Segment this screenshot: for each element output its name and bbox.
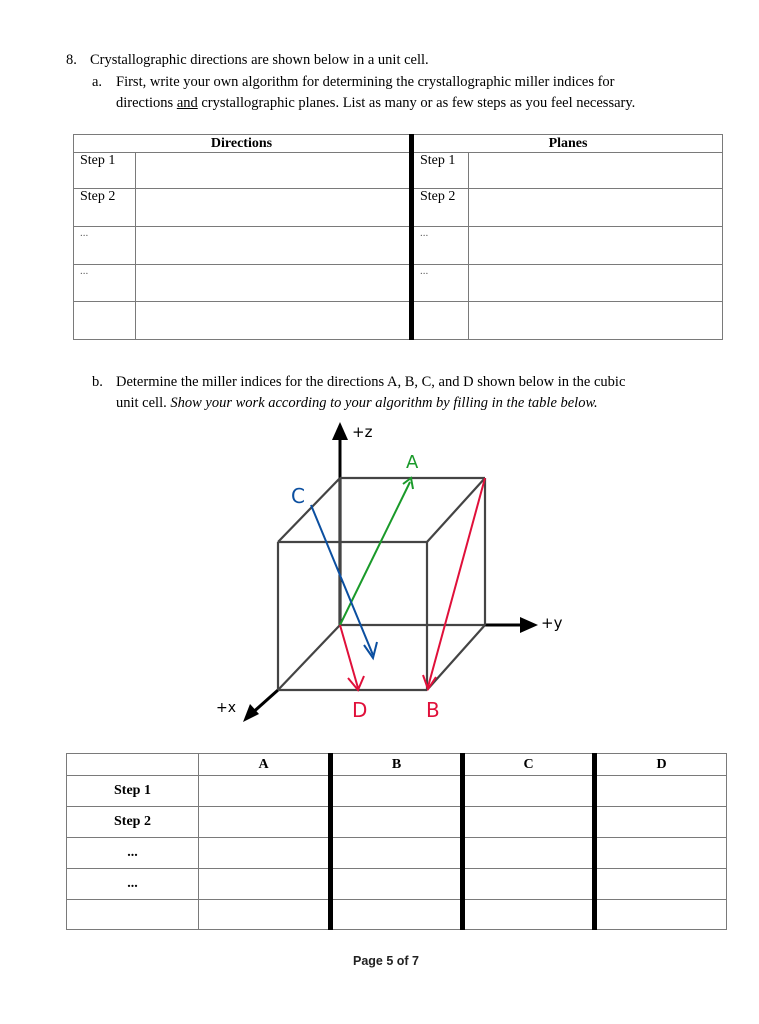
- answers-row-label: ...: [67, 838, 199, 869]
- part-b-line2-pre: unit cell.: [116, 395, 171, 411]
- answer-cell[interactable]: [463, 900, 595, 930]
- answer-cell[interactable]: [331, 900, 463, 930]
- answers-row-label: Step 2: [67, 807, 199, 838]
- answers-row-label: [67, 900, 199, 930]
- part-b-line1: Determine the miller indices for the directions A, B, C, and D shown below in the cubic: [116, 374, 626, 390]
- column-header-c: C: [463, 754, 595, 776]
- answers-row-label: ...: [67, 869, 199, 900]
- answer-cell[interactable]: [331, 776, 463, 807]
- answer-cell[interactable]: [595, 807, 727, 838]
- y-axis-arrowhead: [520, 617, 538, 633]
- answer-cell[interactable]: [463, 838, 595, 869]
- part-a-line2-pre: directions: [116, 95, 177, 111]
- directions-step-label: Step 1: [74, 153, 136, 189]
- directions-step-label: ...: [74, 264, 136, 301]
- answer-cell[interactable]: [199, 900, 331, 930]
- directions-step-label: ...: [74, 227, 136, 264]
- answer-cell[interactable]: [595, 776, 727, 807]
- column-header-d: D: [595, 754, 727, 776]
- question-number: 8.: [66, 52, 77, 68]
- answers-table: [66, 753, 727, 930]
- planes-step-label: Step 2: [412, 189, 469, 227]
- part-a-line2-post: crystallographic planes. List as many or as few steps as you feel necessary.: [197, 95, 636, 111]
- answer-cell[interactable]: [199, 776, 331, 807]
- planes-step-label: Step 1: [412, 153, 469, 189]
- z-axis-arrowhead: [332, 422, 348, 440]
- column-header-a: A: [199, 754, 331, 776]
- x-axis-label: +x: [216, 700, 237, 716]
- cube-edges: [278, 478, 485, 690]
- vector-b-label: B: [426, 698, 440, 722]
- answer-cell[interactable]: [331, 869, 463, 900]
- answer-cell[interactable]: [595, 838, 727, 869]
- part-a-line1: First, write your own algorithm for determining the crystallographic miller indices for: [116, 74, 615, 90]
- part-a-line2-underlined: and: [176, 95, 198, 111]
- part-b-line2-italic: Show your work according to your algorithm by filling in the table below.: [170, 395, 598, 411]
- answer-cell[interactable]: [199, 807, 331, 838]
- page-number: Page 5 of 7: [353, 954, 419, 968]
- answer-cell[interactable]: [463, 807, 595, 838]
- answer-cell[interactable]: [331, 807, 463, 838]
- answer-cell[interactable]: [199, 869, 331, 900]
- answer-cell[interactable]: [199, 838, 331, 869]
- answer-cell[interactable]: [331, 838, 463, 869]
- vector-a-label: A: [406, 452, 419, 473]
- answer-cell[interactable]: [463, 869, 595, 900]
- answer-cell[interactable]: [595, 869, 727, 900]
- planes-step-label: ...: [412, 227, 469, 264]
- y-axis-label: +y: [541, 614, 563, 632]
- planes-header: Planes: [412, 135, 723, 153]
- answer-cell[interactable]: [595, 900, 727, 930]
- part-a-label: a.: [92, 74, 103, 90]
- x-axis-arrowhead: [243, 704, 259, 722]
- part-b-label: b.: [92, 374, 103, 390]
- directions-header: Directions: [74, 135, 412, 153]
- z-axis-label: +z: [352, 423, 373, 441]
- answers-row-label: Step 1: [67, 776, 199, 807]
- vector-a: [340, 482, 410, 625]
- planes-step-label: ...: [412, 264, 469, 301]
- answers-corner-cell: [67, 754, 199, 776]
- question-intro: Crystallographic directions are shown below in a unit cell.: [90, 52, 429, 68]
- column-header-b: B: [331, 754, 463, 776]
- vector-d-label: D: [352, 698, 368, 722]
- vector-c-label: C: [291, 484, 305, 508]
- directions-step-label: Step 2: [74, 189, 136, 227]
- answer-cell[interactable]: [463, 776, 595, 807]
